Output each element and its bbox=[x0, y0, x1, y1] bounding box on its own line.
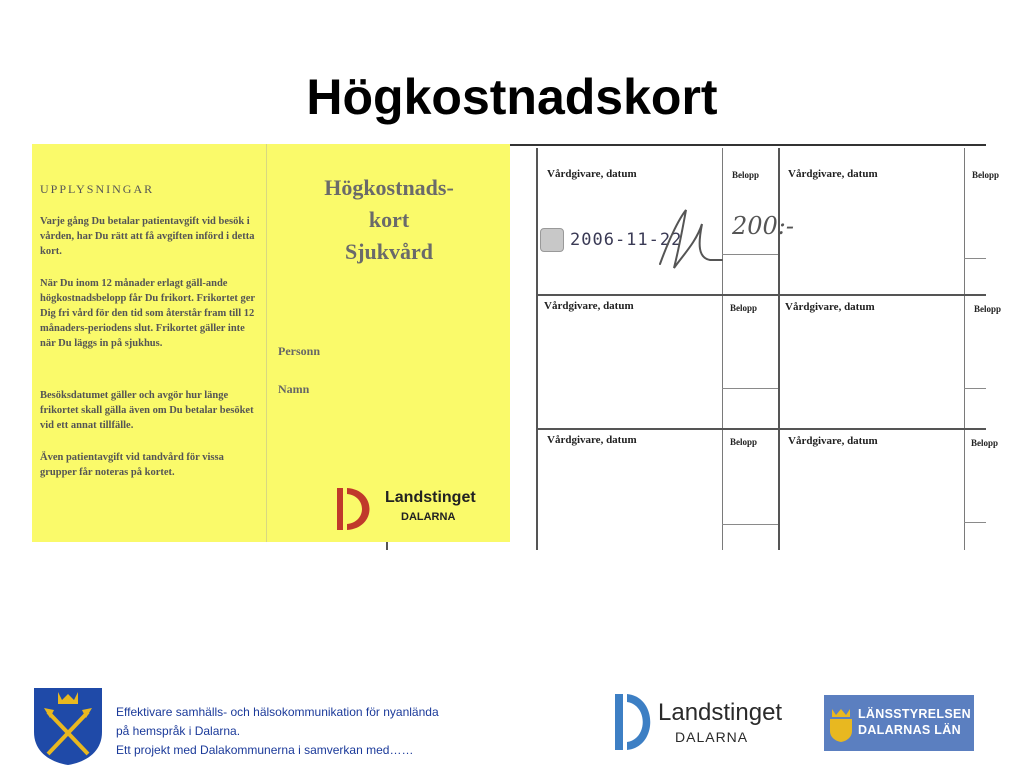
ledger-row-line-1 bbox=[536, 294, 986, 296]
landstinget-logo bbox=[614, 693, 783, 753]
landstinget-logo-sub: DALARNA bbox=[675, 729, 749, 745]
card-title-line: kort bbox=[368, 207, 410, 232]
ledger-label: Vårdgivare, datum bbox=[544, 300, 634, 312]
ledger-amount-line-3 bbox=[722, 388, 778, 389]
ledger-label: Vårdgivare, datum bbox=[547, 168, 637, 180]
footer-text-line: Effektivare samhälls- och hälsokommunikation för nyanlända bbox=[116, 705, 439, 719]
landstinget-logo-icon bbox=[337, 488, 381, 530]
ledger-label: Vårdgivare, datum bbox=[547, 434, 637, 446]
ledger-amount-label: Belopp bbox=[730, 437, 758, 447]
ledger-amount-label: Belopp bbox=[730, 303, 758, 313]
scan-stamp-icon bbox=[540, 228, 564, 252]
info-paragraph: Även patientavgift vid tandvård för vissa grupper får noteras på kortet. bbox=[40, 452, 224, 478]
ledger-amount-line-6 bbox=[964, 522, 986, 523]
card-logo-subtext: DALARNA bbox=[401, 511, 456, 523]
ledger-amount-line-5 bbox=[722, 524, 778, 525]
ledger-amount-line-4 bbox=[964, 388, 986, 389]
ledger-amount-label: Belopp bbox=[974, 304, 1002, 314]
info-paragraph: Varje gång Du betalar patientavgift vid besök i vården, har Du rätt att få avgiften införd i detta kort. bbox=[40, 216, 255, 257]
card-logo-text: Landstinget bbox=[385, 489, 476, 506]
footer-text-line: på hemspråk i Dalarna. bbox=[116, 724, 241, 738]
landstinget-logo-icon bbox=[614, 693, 656, 751]
ledger-amount-divider-2 bbox=[964, 148, 965, 550]
info-heading: UPPLYSNINGAR bbox=[40, 182, 155, 196]
ledger-amount-label: Belopp bbox=[971, 438, 999, 448]
lansstyrelsen-logo-line2: DALARNAS LÄN bbox=[858, 723, 961, 737]
info-paragraph: Besöksdatumet gäller och avgör hur länge frikortet skall gälla även om Du betalar besöket vid ett annat tillfälle. bbox=[40, 390, 254, 431]
field-personnr-label: Personn bbox=[278, 344, 320, 358]
card-front bbox=[32, 144, 510, 542]
high-cost-card-scan bbox=[32, 144, 1002, 548]
ledger-label: Vårdgivare, datum bbox=[788, 168, 878, 180]
ledger-amount-label: Belopp bbox=[732, 170, 760, 180]
footer-text-line: Ett projekt med Dalakommunerna i samverkan med…… bbox=[116, 743, 414, 757]
crest-icon bbox=[32, 686, 104, 766]
lansstyrelsen-logo bbox=[824, 695, 974, 751]
slide-title: Högkostnadskort bbox=[306, 69, 718, 125]
lansstyrelsen-logo-icon bbox=[828, 703, 854, 743]
card-title-line: Högkostnads- bbox=[324, 175, 454, 200]
ledger-label: Vårdgivare, datum bbox=[785, 301, 875, 313]
lansstyrelsen-logo-line1: LÄNSSTYRELSEN bbox=[858, 707, 971, 721]
ledger-label: Vårdgivare, datum bbox=[788, 435, 878, 447]
card-fold-line bbox=[266, 144, 267, 542]
card-title bbox=[294, 172, 484, 268]
stamp-date: 2006-11-22 bbox=[570, 230, 683, 250]
card-landstinget-logo bbox=[337, 488, 507, 530]
ledger-amount-line-2 bbox=[964, 258, 986, 259]
ledger-page-divider bbox=[536, 148, 538, 550]
card-title-line: Sjukvård bbox=[344, 239, 434, 264]
ledger-amount-label: Belopp bbox=[972, 170, 1000, 180]
ledger-row-line-2 bbox=[536, 428, 986, 430]
handwritten-amount: 200:- bbox=[732, 212, 795, 240]
landstinget-logo-name: Landstinget bbox=[658, 699, 783, 726]
field-name-label: Namn bbox=[278, 382, 310, 396]
info-paragraph: När Du inom 12 månader erlagt gäll-ande högkostnadsbelopp får Du frikort. Frikortet ger Dig fri vård för den tid som återstår fram till 12 månaders-periodens slut. Frikortet gäller inte när Du läggs in på sjukhus. bbox=[40, 278, 255, 349]
